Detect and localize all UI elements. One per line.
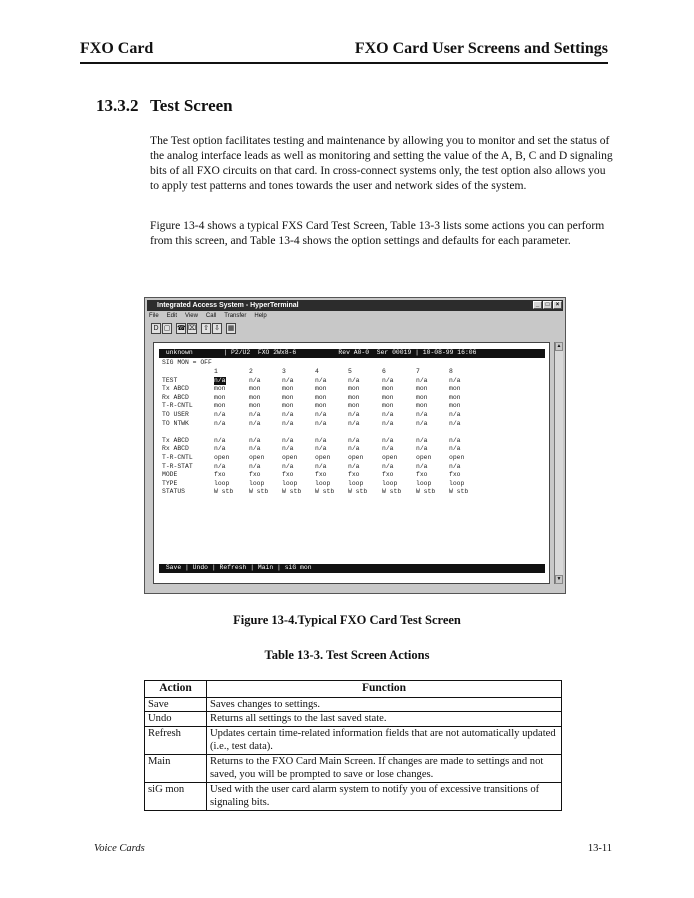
cell-value[interactable]: loop [249, 479, 265, 487]
cell-value[interactable]: loop [214, 479, 230, 487]
column-number: 7 [416, 368, 420, 375]
menu-call[interactable]: Call [205, 313, 217, 319]
cell-value[interactable]: n/a [282, 376, 294, 384]
menu-help[interactable]: Help [254, 313, 267, 319]
row-label: T-R-CNTL [162, 402, 193, 410]
cell-value[interactable]: n/a [315, 445, 327, 453]
cell-value[interactable]: n/a [382, 462, 394, 470]
cell-value[interactable]: open [249, 454, 265, 461]
row-label: Rx ABCD [162, 393, 189, 401]
send-icon[interactable]: ⇧ [201, 323, 211, 334]
cell-value[interactable]: loop [416, 479, 432, 487]
phone-icon[interactable]: ☎ [177, 325, 186, 332]
maximize-button[interactable]: □ [543, 301, 552, 309]
hyperterminal-window [144, 297, 566, 594]
cell-value[interactable]: loop [348, 479, 364, 487]
row-label: T-R-CNTL [162, 454, 193, 461]
action-cell: Refresh [145, 726, 207, 754]
cell-value[interactable]: fxo [315, 471, 327, 479]
cell-value[interactable]: mon [382, 385, 394, 393]
cell-value[interactable]: n/a [249, 445, 261, 453]
cell-value[interactable]: n/a [214, 436, 226, 444]
row-label: TEST [162, 376, 178, 384]
sig-mon-line: SIG MON = OFF [162, 359, 212, 366]
window-title: Integrated Access System - HyperTerminal [157, 302, 299, 309]
cell-value[interactable]: n/a [416, 436, 428, 444]
cell-value[interactable]: open [449, 454, 465, 461]
cell-value[interactable]: W stb [382, 488, 402, 496]
actions-table [144, 680, 562, 811]
figure-caption: Figure 13-4.Typical FXO Card Test Screen [233, 613, 461, 627]
cell-value[interactable]: open [348, 454, 364, 461]
table-caption: Table 13-3. Test Screen Actions [264, 648, 430, 662]
new-icon[interactable]: D [151, 323, 161, 334]
row-label: TO NTWK [162, 419, 189, 427]
cell-value[interactable]: n/a [315, 376, 327, 384]
cell-value[interactable]: mon [382, 402, 394, 410]
cell-value[interactable]: n/a [348, 376, 360, 384]
scroll-up-icon[interactable]: ▲ [556, 343, 562, 349]
cell-value[interactable]: mon [348, 402, 360, 410]
cell-value[interactable]: n/a [416, 411, 428, 418]
cell-value[interactable]: mon [449, 393, 461, 401]
cell-value[interactable]: mon [282, 385, 294, 393]
cell-value[interactable]: n/a [449, 436, 461, 444]
menu-edit[interactable]: Edit [166, 313, 178, 319]
function-cell: Saves changes to settings. [207, 697, 562, 712]
row-label: TYPE [162, 479, 178, 487]
cell-value[interactable]: n/a [348, 462, 360, 470]
cell-value[interactable]: W stb [449, 488, 469, 496]
function-cell: Updates certain time-related information fields that are not automatically updated (i.e., test data). [207, 726, 562, 754]
cell-value[interactable]: n/a [249, 419, 261, 427]
column-number: 8 [449, 368, 453, 375]
cell-value[interactable]: n/a [249, 436, 261, 444]
cell-value[interactable]: n/a [449, 445, 461, 453]
cell-value[interactable]: n/a [416, 419, 428, 427]
cell-value[interactable]: mon [315, 402, 327, 410]
toolbar [151, 323, 236, 334]
cell-value[interactable]: n/a [348, 419, 360, 427]
cell-value[interactable]: mon [449, 385, 461, 393]
terminal-area[interactable] [153, 342, 550, 584]
cell-value[interactable]: n/a [382, 419, 394, 427]
menu-bar [149, 313, 267, 319]
column-number: 4 [315, 368, 319, 375]
cell-value[interactable]: mon [416, 393, 428, 401]
action-cell: Save [145, 697, 207, 712]
cell-value[interactable]: open [214, 454, 230, 461]
cell-value[interactable]: fxo [214, 471, 226, 479]
header-action: Action [145, 681, 207, 698]
cell-value[interactable]: n/a [449, 419, 461, 427]
cell-value[interactable]: mon [416, 385, 428, 393]
cell-value[interactable]: mon [282, 402, 294, 410]
row-label: Rx ABCD [162, 445, 189, 453]
cell-value[interactable]: fxo [382, 471, 394, 479]
cell-value[interactable]: n/a [416, 462, 428, 470]
row-label: T-R-STAT [162, 462, 193, 470]
cell-value[interactable]: n/a [249, 411, 261, 418]
cell-value[interactable]: loop [449, 479, 465, 487]
cell-value[interactable]: mon [348, 385, 360, 393]
table-row [145, 697, 562, 712]
cell-value[interactable]: mon [449, 402, 461, 410]
cell-value[interactable]: mon [214, 385, 226, 393]
cell-value[interactable]: mon [315, 385, 327, 393]
cell-value[interactable]: mon [282, 393, 294, 401]
page-header-right: FXO Card User Screens and Settings [354, 40, 608, 57]
cell-value[interactable]: n/a [382, 411, 394, 418]
cell-value[interactable]: n/a [214, 376, 226, 384]
table-row [145, 754, 562, 782]
cell-value[interactable]: n/a [348, 445, 360, 453]
cell-value[interactable]: fxo [249, 471, 261, 479]
row-label: TO USER [162, 411, 189, 418]
cell-value[interactable]: open [315, 454, 331, 461]
section-heading [96, 96, 233, 116]
open-icon[interactable]: ▢ [163, 325, 171, 332]
intro-paragraph: The Test option facilitates testing and maintenance by allowing you to monitor and set the status of the analog interface leads as well as monitoring and setting the value of the A, B, C and D signaling bits of all FXO circuits on that card. In cross-connect systems only, the test option also allows you to apply test patterns and tones towards the user and network sides of the system. [150, 134, 613, 192]
cell-value[interactable]: n/a [315, 419, 327, 427]
header-function: Function [207, 681, 562, 698]
cell-value[interactable]: n/a [315, 411, 327, 418]
page-header-left: FXO Card [80, 40, 154, 57]
section-number: 13.3.2 [96, 96, 139, 115]
section-title: Test Screen [150, 96, 233, 115]
cell-value[interactable]: n/a [416, 376, 428, 384]
cell-value[interactable]: mon [315, 393, 327, 401]
cell-value[interactable]: n/a [282, 436, 294, 444]
cell-value[interactable]: loop [282, 479, 298, 487]
column-number: 1 [214, 368, 218, 375]
header-rule [80, 62, 608, 64]
minimize-button[interactable]: _ [533, 301, 542, 309]
cell-value[interactable]: n/a [315, 436, 327, 444]
cell-value[interactable]: n/a [249, 376, 261, 384]
cell-value[interactable]: n/a [348, 436, 360, 444]
page-number: 13-11 [587, 843, 612, 854]
table-row [145, 712, 562, 727]
cell-value[interactable]: open [382, 454, 398, 461]
cell-value[interactable]: n/a [282, 445, 294, 453]
cell-value[interactable]: open [416, 454, 432, 461]
column-number: 3 [282, 368, 286, 375]
row-label: MODE [162, 471, 178, 479]
column-number: 2 [249, 368, 253, 375]
cell-value[interactable]: W stb [315, 488, 335, 496]
cell-value[interactable]: n/a [382, 436, 394, 444]
footer-left: Voice Cards [94, 843, 145, 854]
cell-value[interactable]: W stb [249, 488, 269, 496]
function-cell: Used with the user card alarm system to notify you of excessive transitions of signaling bits. [207, 782, 562, 810]
cell-value[interactable]: n/a [449, 462, 461, 470]
cell-value[interactable]: n/a [382, 445, 394, 453]
cell-value[interactable]: mon [214, 393, 226, 401]
table-row [145, 782, 562, 810]
action-cell: Undo [145, 712, 207, 727]
close-button[interactable]: × [553, 301, 562, 309]
cell-value[interactable]: n/a [214, 419, 226, 427]
cell-value[interactable]: fxo [282, 471, 294, 479]
cell-value[interactable]: loop [382, 479, 398, 487]
cell-value[interactable]: fxo [416, 471, 428, 479]
cell-value[interactable]: mon [249, 385, 261, 393]
cell-value[interactable]: mon [249, 402, 261, 410]
cell-value[interactable]: loop [315, 479, 331, 487]
cell-value[interactable]: n/a [214, 411, 226, 418]
row-label: Tx ABCD [162, 436, 189, 444]
cell-value[interactable]: fxo [449, 471, 461, 479]
cell-value[interactable]: mon [249, 393, 261, 401]
cell-value[interactable]: n/a [348, 411, 360, 418]
cell-value[interactable]: mon [416, 402, 428, 410]
cell-value[interactable]: n/a [282, 462, 294, 470]
row-label: Tx ABCD [162, 385, 189, 393]
cell-value[interactable]: mon [382, 393, 394, 401]
cell-value[interactable]: fxo [348, 471, 360, 479]
cell-value[interactable]: n/a [214, 445, 226, 453]
window-titlebar [147, 300, 563, 311]
action-cell: Main [145, 754, 207, 782]
column-number: 5 [348, 368, 352, 375]
cell-value[interactable]: W stb [348, 488, 368, 496]
column-number: 6 [382, 368, 386, 375]
hangup-icon[interactable]: ⌧ [188, 325, 197, 332]
action-cell: siG mon [145, 782, 207, 810]
cell-value[interactable]: n/a [282, 411, 294, 418]
scroll-down-icon[interactable]: ▼ [556, 576, 562, 582]
receive-icon[interactable]: ⇩ [212, 323, 222, 334]
cell-value[interactable]: W stb [282, 488, 302, 496]
cell-value[interactable]: W stb [214, 488, 234, 496]
cell-value[interactable]: mon [214, 402, 226, 410]
menu-view[interactable]: View [185, 313, 198, 319]
cell-value[interactable]: n/a [282, 419, 294, 427]
cell-value[interactable]: n/a [315, 462, 327, 470]
terminal-status-line: unknown | P2/U2 FXO 2Wx8-6 Rev A0-0 Ser 00019 | 10-08-99 16:06 [159, 349, 545, 358]
cell-value[interactable]: n/a [382, 376, 394, 384]
vertical-scrollbar[interactable] [554, 342, 563, 584]
table-header-row [145, 681, 562, 698]
command-bar[interactable]: Save | Undo | Refresh | Main | siG mon [159, 564, 545, 573]
cell-value[interactable]: n/a [449, 411, 461, 418]
figure-reference-paragraph: Figure 13-4 shows a typical FXS Card Test Screen, Table 13-3 lists some actions you can perform from this screen, and Table 13-4 shows the option settings and defaults for each parameter. [150, 219, 605, 247]
cell-value[interactable]: mon [348, 393, 360, 401]
properties-icon[interactable]: ▦ [227, 325, 235, 332]
function-cell: Returns to the FXO Card Main Screen. If changes are made to settings and not saved, you will be prompted to save or lose changes. [207, 754, 562, 782]
menu-file[interactable]: File [149, 313, 159, 319]
cell-value[interactable]: open [282, 454, 298, 461]
menu-transfer[interactable]: Transfer [224, 313, 247, 319]
cell-value[interactable]: n/a [214, 462, 226, 470]
cell-value[interactable]: n/a [416, 445, 428, 453]
cell-value[interactable]: W stb [416, 488, 436, 496]
cell-value[interactable]: n/a [249, 462, 261, 470]
row-label: STATUS [162, 488, 186, 496]
function-cell: Returns all settings to the last saved state. [207, 712, 562, 727]
table-row [145, 726, 562, 754]
cell-value[interactable]: n/a [449, 376, 461, 384]
